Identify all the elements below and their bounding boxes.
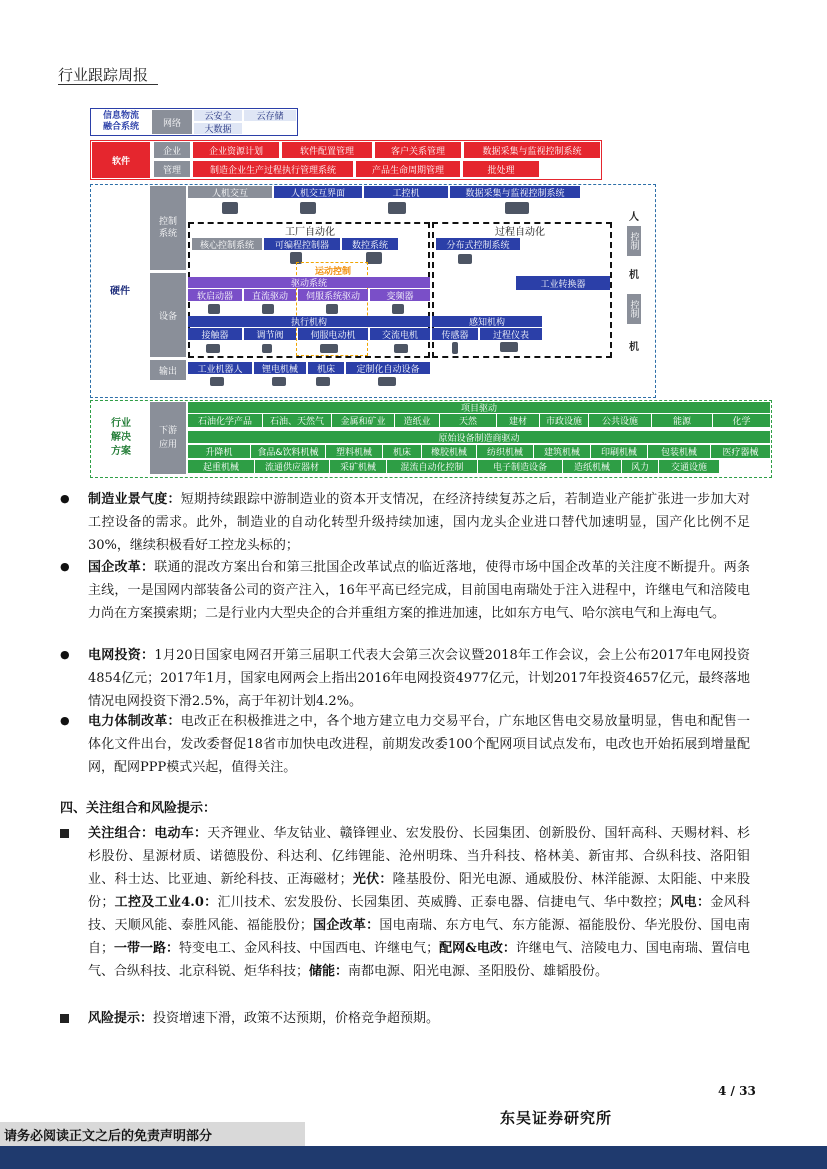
output-item: 定制化自动设备: [346, 362, 430, 374]
controller-device: [366, 252, 382, 264]
actuator-item: 伺服电动机: [298, 328, 368, 340]
output-item: 工业机器人: [188, 362, 252, 374]
ev-label: 电动车：: [154, 826, 208, 841]
transducer-label: 工业转换器: [516, 276, 610, 290]
side-machine-label: 机: [629, 341, 639, 353]
ic-label: 工控及工业4.0：: [114, 895, 218, 910]
output-item: 锂电机械: [254, 362, 306, 374]
oem-item: 起重机械: [188, 460, 254, 473]
cloud-item: 云安全: [194, 110, 242, 121]
dcs-device: [458, 254, 472, 264]
sensor-item: 传感器: [432, 328, 478, 340]
project-driven-label: 项目驱动: [188, 402, 770, 413]
soe-label: 国企改革：: [312, 918, 380, 933]
control-item: 分布式控制系统: [436, 238, 520, 250]
project-item: 市政设施: [540, 414, 588, 427]
ev-list: 天齐锂业、华友钴业、赣锋锂业、宏发股份、长园集团、创新股份、国轩高科、天赐材料、杉杉股份、星源材质、诺德股份、科达利、亿纬锂能、沧州明珠、当升科技、格林美、新宙邦、合纵科技、洛阳钼业、科士达、比亚迪、新纶科技、正海磁材；: [88, 826, 750, 887]
actuator-item: 接触器: [188, 328, 242, 340]
firm-name: 东吴证券研究所: [500, 1109, 613, 1127]
software-item: 数据采集与监视控制系统: [464, 142, 600, 158]
footer-bar: [0, 1146, 827, 1169]
pv-list: 隆基股份、阳光电源、通威股份、林洋能源、太阳能、中来股份；: [88, 872, 750, 910]
drive-device: [392, 304, 404, 314]
actuator-item: 交流电机: [370, 328, 430, 340]
pv-label: 光伏：: [352, 872, 393, 887]
soe-list: 国电南瑞、东方电气、东方能源、福能股份、华光股份、国电南自；: [88, 918, 750, 956]
bullet-title: 国企改革：: [88, 560, 155, 575]
oem-item: 混流自动化控制: [387, 460, 477, 473]
portfolio-label: 关注组合：: [88, 826, 155, 841]
output-device: [316, 377, 330, 386]
belt-road-label: 一带一路：: [114, 941, 180, 956]
software-item: 客户关系管理: [375, 142, 461, 158]
cloud-item: 大数据: [194, 123, 242, 134]
monitor-device: [300, 202, 316, 214]
downstream-label: 下游 应用: [150, 402, 186, 474]
wind-label: 风电：: [670, 895, 711, 910]
side-machine-label: 机: [629, 269, 639, 281]
side-person-label: 人: [629, 211, 639, 223]
actuator-device: [394, 344, 408, 353]
square-bullet: [60, 829, 69, 838]
oem-item: 造纸机械: [563, 460, 621, 473]
sensor-device: [500, 342, 518, 352]
factory-automation-label: 工厂自动化: [285, 226, 335, 236]
output-label: 输出: [150, 360, 186, 380]
drive-system-label: 驱动系统: [188, 277, 430, 288]
actuator-label: 执行机构: [188, 316, 430, 327]
bullet-text: 1月20日国家电网召开第三届职工代表大会第三次会议暨2018年工作会议，会上公布2017年电网投资4854亿元；2017年1月，国家电网两会上指出2016年电网投资4977亿元，计划2017年投资4657亿元，最终落地情况电网投资下滑2.5%，高于年初计划4.2%。: [88, 648, 750, 709]
bullet-title: 电力体制改革：: [88, 714, 181, 729]
software-label: 软件: [92, 142, 150, 178]
bullet-text: 联通的混改方案出台和第三批国企改革试点的临近落地，使得市场中国企改革的关注度不断提升。两条主线，一是国网内部装备公司的资产注入，16年平高已经完成，目前国电南瑞处于注入进程中，许继电气和涪陵电力尚在方案摸索期；二是行业内大型央企的合并重组方案的推进加速，比如东方电气、哈尔滨电气和上海电气。: [88, 560, 750, 621]
hardware-label: 硬件: [110, 285, 130, 297]
monitor-device: [222, 202, 238, 214]
oem-item: 流通供应器材: [255, 460, 329, 473]
bullet-paragraph: [88, 556, 750, 625]
panel-device: [388, 202, 406, 214]
bullet-dot: ●: [60, 714, 70, 727]
project-item: 造纸业: [395, 414, 439, 427]
output-item: 机床: [308, 362, 344, 374]
oem-item: 食品&饮料机械: [251, 445, 325, 458]
oem-item: 电子制造设备: [478, 460, 562, 473]
project-item: 公共设施: [589, 414, 651, 427]
oem-item: 风力: [622, 460, 658, 473]
project-item: 能源: [652, 414, 712, 427]
side-control-label: 控制: [627, 226, 641, 256]
industry-label: 行业 解决 方案: [111, 418, 131, 457]
oem-item: 医疗器械: [711, 445, 770, 458]
network-label: 网络: [152, 110, 192, 134]
control-item: 核心控制系统: [192, 238, 262, 250]
sensor-item: 过程仪表: [480, 328, 542, 340]
disclaimer-notice: 请务必阅读正文之后的免责声明部分: [0, 1122, 305, 1146]
oem-item: 采矿机械: [330, 460, 386, 473]
bullet-paragraph: [88, 710, 750, 779]
process-automation-label: 过程自动化: [495, 226, 545, 236]
project-item: 天然: [440, 414, 496, 427]
hmi-item: 数据采集与监视控制系统: [450, 186, 580, 198]
software-item: 产品生命周期管理: [356, 161, 460, 177]
page-number: 4 / 33: [718, 1084, 756, 1098]
bullet-dot: ●: [60, 648, 70, 661]
square-bullet: [60, 1014, 69, 1023]
grid-list: 许继电气、涪陵电力、国电南瑞、置信电气、合纵科技、北京科锐、炬华科技；: [88, 941, 750, 979]
oem-item: 升降机: [188, 445, 250, 458]
storage-label: 储能：: [309, 964, 349, 979]
portfolio-paragraph: [88, 822, 750, 983]
equipment-label: 设备: [150, 273, 186, 357]
software-item: 制造企业生产过程执行管理系统: [193, 161, 353, 177]
bullet-title: 制造业景气度：: [88, 492, 181, 507]
storage-list: 南都电源、阳光电源、圣阳股份、雄韬股份。: [348, 964, 609, 979]
project-item: 石油化学产品: [188, 414, 262, 427]
wind-list: 金风科技、天顺风能、泰胜风能、福能股份；: [88, 895, 750, 933]
oem-driven-label: 原始设备制造商驱动: [188, 431, 770, 443]
bullet-text: 电改正在积极推进之中，各个地方建立电力交易平台，广东地区售电交易放量明显，售电和配售一体化文件出台，发改委督促18省市加快电改进程，前期发改委100个配网项目试点发布，电改也开始拓展到增量配网，配网PPP模式兴起，值得关注。: [88, 714, 750, 775]
belt-road-list: 特变电工、金风科技、中国西电、许继电气；: [179, 941, 440, 956]
info-system-label: 信息物流 融合系统: [102, 111, 139, 132]
drive-item: 直流驱动: [244, 289, 296, 301]
ic-list: 汇川技术、宏发股份、长园集团、英威腾、正泰电器、信捷电气、华中数控；: [217, 895, 671, 910]
industry-chain-diagram: [0, 0, 827, 480]
oem-item: 塑料机械: [326, 445, 382, 458]
project-item: 化学: [713, 414, 770, 427]
risk-paragraph: [88, 1007, 750, 1030]
drive-item: 软启动器: [188, 289, 242, 301]
bullet-paragraph: [88, 644, 750, 713]
software-item: 软件配置管理: [282, 142, 372, 158]
oem-item: 纺织机械: [477, 445, 533, 458]
risk-label: 风险提示：: [88, 1011, 154, 1026]
oem-item: 橡胶机械: [422, 445, 476, 458]
hmi-item: 人机交互界面: [274, 186, 362, 198]
hmi-item: 工控机: [364, 186, 448, 198]
oem-item: 包装机械: [648, 445, 710, 458]
control-item: 可编程控制器: [264, 238, 340, 250]
oem-item: 建筑机械: [534, 445, 590, 458]
cloud-item: 云存储: [244, 110, 296, 121]
project-item: 建材: [497, 414, 539, 427]
risk-text: 投资增速下滑，政策不达预期，价格竞争超预期。: [153, 1011, 440, 1026]
bullet-text: 短期持续跟踪中游制造业的资本开支情况，在经济持续复苏之后，若制造业产能扩张进一步加大对工控设备的需求。此外，制造业的自动化转型升级持续加速，国内龙头企业进口替代加速明显，国产化比例不足30%，继续积极看好工控龙头标的；: [88, 492, 750, 553]
grid-label: 配网&电改：: [439, 941, 516, 956]
side-control-label: 控制: [627, 294, 641, 324]
actuator-device: [320, 344, 338, 353]
software-item: 企业资源计划: [193, 142, 279, 158]
project-item: 石油、天然气: [263, 414, 331, 427]
panel-device: [505, 202, 529, 214]
oem-item: 机床: [383, 445, 421, 458]
page-header-title: 行业跟踪周报: [58, 66, 149, 84]
drive-item: 变频器: [370, 289, 430, 301]
software-item: 批处理: [463, 161, 539, 177]
drive-item: 伺服系统驱动: [298, 289, 368, 301]
actuator-item: 调节阀: [244, 328, 296, 340]
output-device: [210, 377, 224, 386]
management-label: 管理: [154, 161, 190, 177]
bullet-dot: ●: [60, 492, 70, 505]
project-item: 金属和矿业: [332, 414, 394, 427]
sensing-label: 感知机构: [432, 316, 542, 327]
sensor-device: [452, 342, 458, 354]
drive-device: [208, 304, 220, 314]
section-title: 四、关注组合和风险提示：: [60, 801, 217, 816]
control-item: 数控系统: [342, 238, 398, 250]
bullet-paragraph: [88, 488, 750, 557]
output-device: [378, 377, 396, 386]
motion-control-label: 运动控制: [314, 266, 351, 276]
actuator-device: [262, 344, 272, 353]
bullet-dot: ●: [60, 560, 70, 573]
oem-item: 印刷机械: [591, 445, 647, 458]
oem-item: 交通设施: [659, 460, 719, 473]
actuator-device: [206, 344, 220, 353]
drive-device: [326, 304, 338, 314]
bullet-title: 电网投资：: [88, 648, 155, 663]
enterprise-label: 企业: [154, 142, 190, 158]
control-system-label: 控制 系统: [150, 186, 186, 270]
output-device: [272, 377, 286, 386]
drive-device: [262, 304, 274, 314]
hmi-item: 人机交互: [188, 186, 272, 198]
